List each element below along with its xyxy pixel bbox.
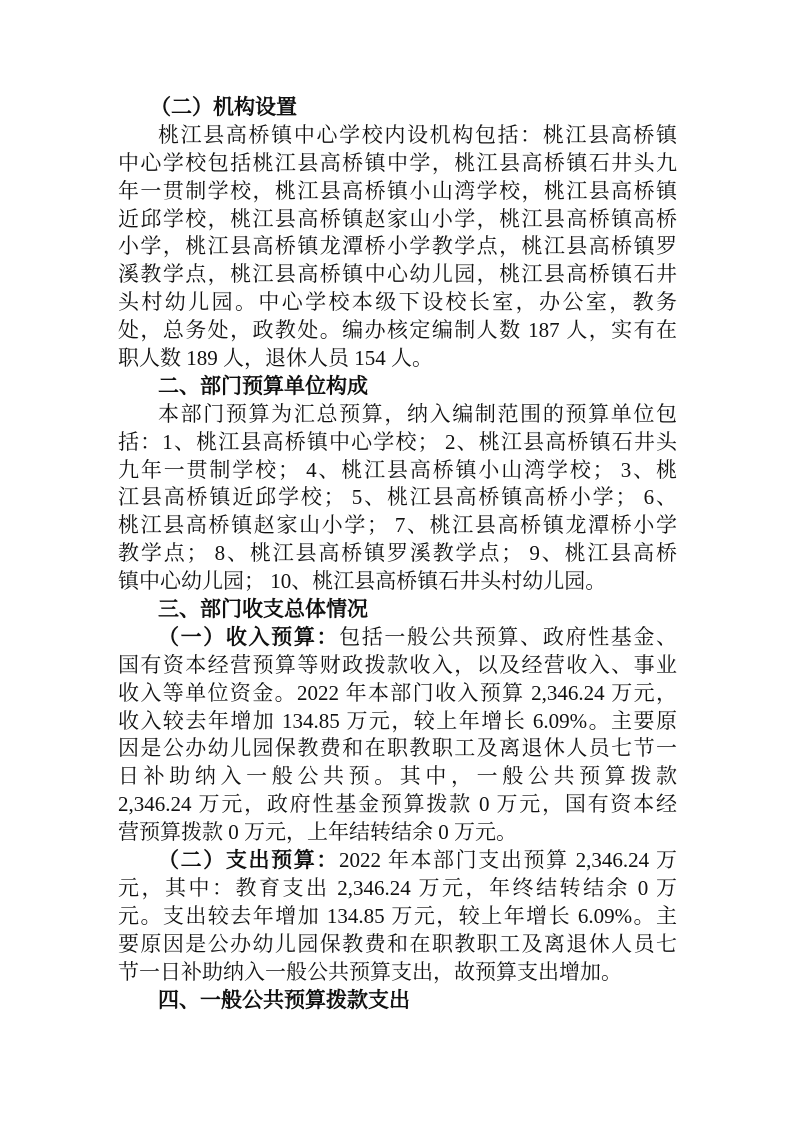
paragraph-line: 九年一贯制学校； 4、桃江县高桥镇小山湾学校； 3、桃	[118, 457, 677, 482]
paragraph-line: 节一日补助纳入一般公共预算支出，故预算支出增加。	[118, 959, 622, 984]
paragraph-line-income-lead	[118, 624, 677, 652]
paragraph-line: 国有资本经营预算等财政拨款收入，以及经营收入、事业	[118, 652, 677, 677]
paragraph-line: 括：1、桃江县高桥镇中心学校； 2、桃江县高桥镇石井头	[118, 429, 677, 454]
paragraph-line: 溪教学点，桃江县高桥镇中心幼儿园，桃江县高桥镇石井	[118, 262, 677, 287]
heading-budget-units: 二、部门预算单位构成	[158, 373, 368, 398]
expense-first-text: 2022 年本部门支出预算 2,346.24 万	[338, 848, 678, 873]
paragraph-line: 镇中心幼儿园； 10、桃江县高桥镇石井头村幼儿园。	[118, 569, 607, 594]
heading-general-budget: 四、一般公共预算拨款支出	[158, 987, 410, 1012]
paragraph-line: 处，总务处，政教处。编办核定编制人数 187 人，实有在	[118, 318, 677, 343]
paragraph-line-expense-lead	[118, 847, 677, 875]
income-first-text: 包括一般公共预算、政府性基金、	[339, 624, 678, 649]
paragraph-line: 元，其中：教育支出 2,346.24 万元，年终结转结余 0 万	[118, 875, 677, 900]
paragraph-line: 近邱学校，桃江县高桥镇赵家山小学，桃江县高桥镇高桥	[118, 206, 677, 231]
paragraph-line: 营预算拨款 0 万元，上年结转结余 0 万元。	[118, 820, 517, 845]
paragraph-line: 中心学校包括桃江县高桥镇中学，桃江县高桥镇石井头九	[118, 150, 677, 175]
paragraph-line: 因是公办幼儿园保教费和在职教职工及离退休人员七节一	[118, 736, 677, 761]
paragraph-line: 教学点； 8、桃江县高桥镇罗溪教学点； 9、桃江县高桥	[118, 541, 677, 566]
paragraph-line: 元。支出较去年增加 134.85 万元，较上年增长 6.09%。主	[118, 903, 677, 928]
paragraph-line: 头村幼儿园。中心学校本级下设校长室，办公室，教务	[118, 290, 677, 315]
paragraph-line: 日补助纳入一般公共预。其中，一般公共预算拨款	[118, 764, 677, 789]
document-page	[118, 94, 677, 1014]
paragraph-line: 本部门预算为汇总预算，纳入编制范围的预算单位包	[158, 401, 677, 426]
paragraph-line: 收入较去年增加 134.85 万元，较上年增长 6.09%。主要原	[118, 708, 677, 733]
expense-label: （二）支出预算：	[158, 848, 339, 873]
paragraph-line: 收入等单位资金。2022 年本部门收入预算 2,346.24 万元，	[118, 680, 677, 705]
paragraph-line: 要原因是公办幼儿园保教费和在职教职工及离退休人员七	[118, 931, 677, 956]
paragraph-line: 江县高桥镇近邱学校； 5、桃江县高桥镇高桥小学； 6、	[118, 485, 677, 510]
paragraph-line: 桃江县高桥镇赵家山小学； 7、桃江县高桥镇龙潭桥小学	[118, 513, 677, 538]
paragraph-line: 2,346.24 万元，政府性基金预算拨款 0 万元，国有资本经	[118, 792, 677, 817]
heading-overall: 三、部门收支总体情况	[158, 597, 368, 622]
paragraph-line: 年一贯制学校，桃江县高桥镇小山湾学校，桃江县高桥镇	[118, 178, 677, 203]
paragraph-line: 桃江县高桥镇中心学校内设机构包括：桃江县高桥镇	[158, 122, 677, 147]
paragraph-line: 职人数 189 人，退休人员 154 人。	[118, 346, 433, 371]
heading-org-setup: （二）机构设置	[150, 95, 297, 119]
income-label: （一）收入预算：	[158, 624, 340, 649]
paragraph-line: 小学，桃江县高桥镇龙潭桥小学教学点，桃江县高桥镇罗	[118, 234, 677, 259]
